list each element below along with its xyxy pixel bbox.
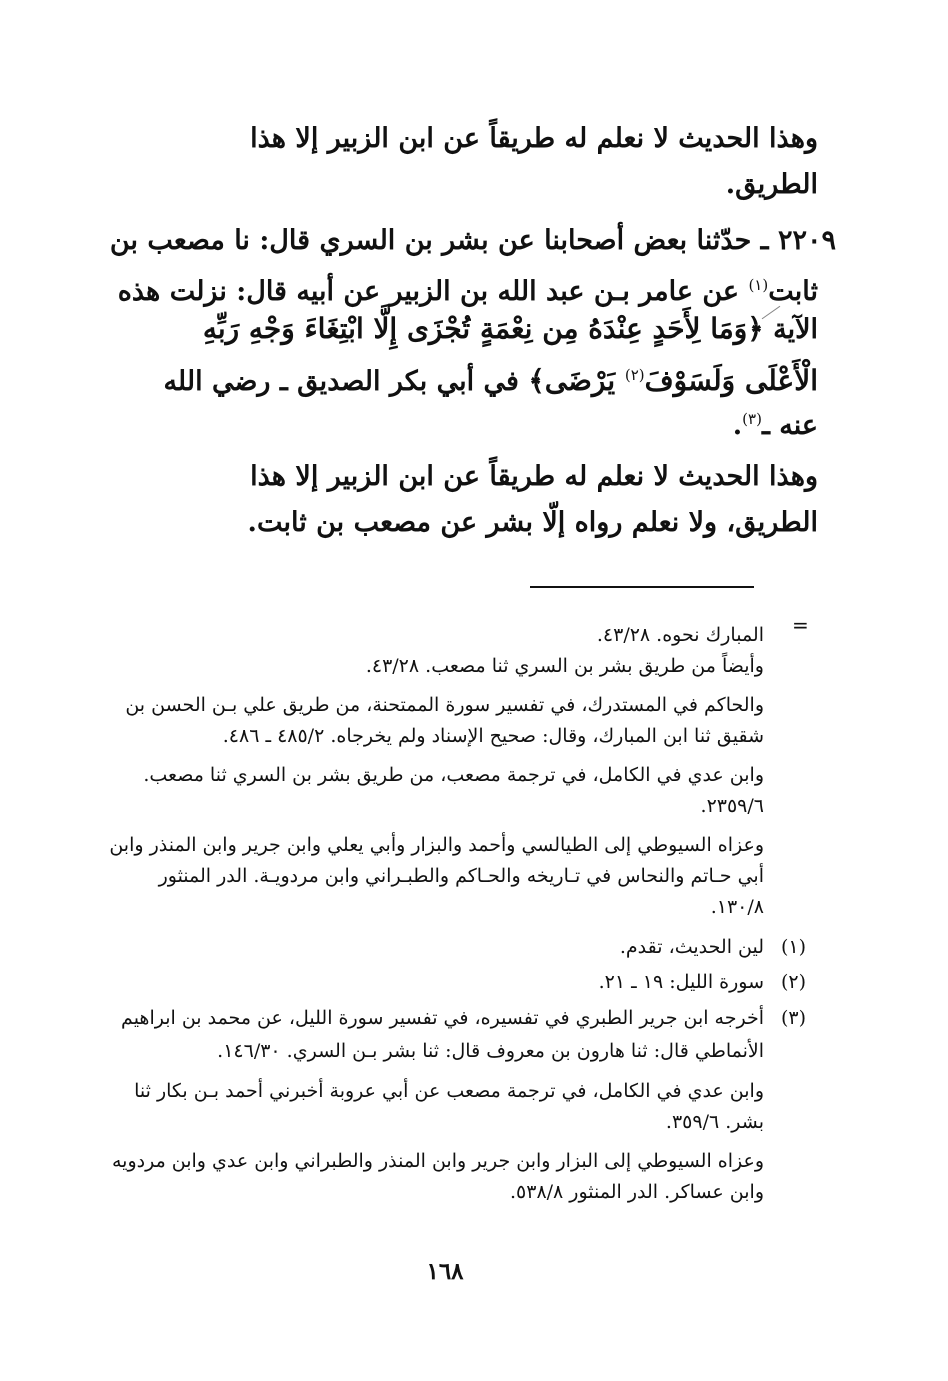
hadith-line-1-text: ـ حدّثنا بعض أصحابنا عن بشر بن السري قال: نا مصعب بن bbox=[109, 225, 769, 256]
hadith-line-5-start: عنه ـ bbox=[761, 410, 818, 441]
hadith-line-2-rest: عن عامر بـن عبد الله بن الزبير عن أبيه قال: نزلت هذه bbox=[117, 276, 749, 307]
footnote-1-text: لين الحديث، تقدم. bbox=[619, 936, 764, 958]
paragraph-3-line-1: وهذا الحديث لا نعلم له طريقاً عن ابن الزبير إلا هذا bbox=[250, 461, 818, 492]
paragraph-3-line-2: الطريق، ولا نعلم رواه إلّا بشر عن مصعب بن ثابت. bbox=[247, 507, 818, 538]
footnote-cont-line-3: والحاكم في المستدرك، في تفسير سورة الممتحنة، من طريق علي بـن الحسن بن bbox=[125, 694, 764, 716]
footnote-cont-line-1: المبارك نحوه. ٤٣/٢٨. bbox=[596, 624, 764, 646]
hadith-line-2-start: ثابت bbox=[768, 276, 818, 307]
hadith-line-5-end: . bbox=[732, 410, 743, 441]
footnote-cont-line-7: وعزاه السيوطي إلى الطيالسي وأحمد والبزار وأبي يعلي وابن جرير وابن المنذر وابن bbox=[109, 834, 764, 856]
footnote-cont-line-2: وأيضاً من طريق بشر بن السري ثنا مصعب. ٤٣/٢٨. bbox=[365, 655, 764, 677]
hadith-line-4-rest: في أبي بكر الصديق ـ رضي الله bbox=[163, 366, 529, 397]
footnote-3-line-2: الأنماطي قال: ثنا هارون بن معروف قال: ثنا بشر بـن السري. ١٤٦/٣٠. bbox=[217, 1040, 764, 1062]
footnote-2-number: (٢) bbox=[780, 971, 806, 993]
page-number: ١٦٨ bbox=[426, 1258, 464, 1285]
footnote-cont-line-9: ١٣٠/٨. bbox=[710, 896, 764, 918]
quran-verse-part-2: الْأَعْلَى وَلَسَوْفَ bbox=[644, 364, 818, 397]
footnote-cont-line-4: شقيق ثنا ابن المبارك، وقال: صحيح الإسناد ولم يخرجاه. ٤٨٥/٢ ـ ٤٨٦. bbox=[222, 725, 764, 747]
hadith-line-3-start: الآية bbox=[763, 314, 818, 345]
footnote-ref-1: (١) bbox=[748, 276, 769, 294]
footnote-3-line-6: وابن عساكر. الدر المنثور ٥٣٨/٨. bbox=[509, 1181, 764, 1203]
continuation-mark: = bbox=[792, 613, 809, 637]
footnote-3-line-3: وابن عدي في الكامل، في ترجمة مصعب عن أبي عروبة أخبرني أحمد بـن بكار ثنا bbox=[134, 1080, 764, 1102]
quran-verse-part-1: ﴿وَمَا لِأَحَدٍ عِنْدَهُ مِن نِعْمَةٍ تُجْزَى إِلَّا ابْتِغَاءَ وَجْهِ رَبِّهِ bbox=[202, 312, 764, 345]
footnote-ref-3: (٣) bbox=[742, 410, 762, 428]
hadith-line-5 bbox=[128, 396, 818, 449]
paragraph-1-line-2: الطريق. bbox=[725, 169, 818, 200]
footnote-2-text: سورة الليل: ١٩ ـ ٢١. bbox=[598, 971, 764, 993]
footnote-3-line-4: بشر. ٣٥٩/٦. bbox=[665, 1111, 764, 1133]
footnote-cont-line-6: ٢٣٥٩/٦. bbox=[700, 795, 764, 817]
footnote-3-line-1: أخرجه ابن جرير الطبري في تفسيره، في تفسير سورة الليل، عن محمد بن ابراهيم bbox=[121, 1007, 764, 1029]
footnote-3-number: (٣) bbox=[780, 1007, 806, 1029]
hadith-number: ٢٢٠٩ bbox=[777, 225, 836, 256]
hadith-line-3 bbox=[128, 306, 818, 353]
footnote-ref-2: (٢) bbox=[624, 366, 645, 384]
footnote-3-line-5: وعزاه السيوطي إلى البزار وابن جرير وابن المنذر والطبراني وابن عدي وابن مردويه bbox=[111, 1150, 764, 1172]
footnote-cont-line-5: وابن عدي في الكامل، في ترجمة مصعب، من طريق بشر بن السري ثنا مصعب. bbox=[143, 764, 764, 786]
paragraph-1-line-1: وهذا الحديث لا نعلم له طريقاً عن ابن الزبير إلا هذا bbox=[250, 123, 818, 154]
footnote-separator bbox=[530, 586, 754, 588]
quran-verse-part-3: يَرْضَى﴾ bbox=[528, 364, 625, 397]
footnote-cont-line-8: أبي حـاتم والنحاس في تـاريخه والحـاكم والطبـراني وابن مردويـة. الدر المنثور bbox=[158, 865, 764, 887]
hadith-line-1 bbox=[109, 218, 836, 264]
footnote-1-number: (١) bbox=[780, 936, 806, 958]
